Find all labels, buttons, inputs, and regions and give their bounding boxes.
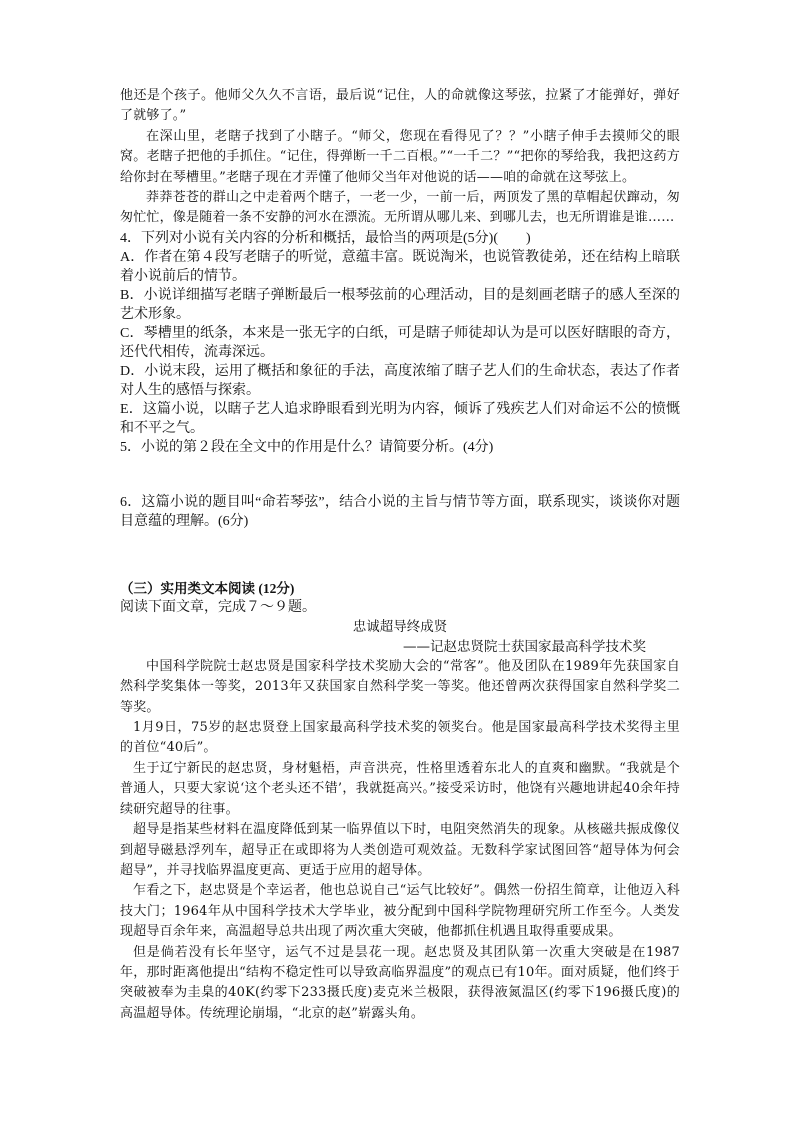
option-b: B．小说详细描写老瞎子弹断最后一根琴弦前的心理活动，目的是刻画老瞎子的感人至深的艺术形象。	[120, 287, 680, 322]
question-4: 4．下列对小说有关内容的分析和概括，最恰当的两项是(5分)( )	[120, 230, 531, 246]
option-c: C．琴槽里的纸条，本来是一张无字的白纸，可是瞎子师徒却认为是可以医好瞎眼的奇方，还代代相传，流毒深远。	[120, 325, 680, 360]
article-title: 忠诚超导终成贤	[352, 618, 448, 635]
exam-page	[120, 86, 680, 1024]
article-paragraph: 1月9日，75岁的赵忠贤登上国家最高科学技术奖的领奖台。他是国家最高科学技术奖得主里的首位“40后”。	[120, 720, 680, 756]
question-6: 6．这篇小说的题目叫“命若琴弦”，结合小说的主旨与情节等方面，联系现实，谈谈你对题目意蕴的理解。(6分)	[120, 494, 680, 529]
article-paragraph: 但是倘若没有长年坚守，运气不过是昙花一现。赵忠贤及其团队第一次重大突破是在1987年，那时距离他提出“结构不稳定性可以导致高临界温度”的观点已有10年。面对质疑，他们终于突破被奉为圭臬的40K(约零下233摄氏度)麦克米兰极限，获得液氮温区(约零下196摄氏度)的高温超导体。传统理论崩塌，“北京的赵”崭露头角。	[120, 944, 680, 1021]
question-5: 5．小说的第２段在全文中的作用是什么？请简要分析。(4分)	[120, 439, 494, 455]
story-paragraph: 他还是个孩子。他师父久久不言语，最后说“记住，人的命就像这琴弦，拉紧了才能弹好，弹好了就够了。”	[120, 88, 680, 124]
option-a: A．作者在第４段写老瞎子的听觉，意蕴丰富。既说淘米，也说管教徒弟，还在结构上暗联着小说前后的情节。	[120, 249, 680, 284]
answer-space	[120, 531, 680, 579]
section-instruction: 阅读下面文章，完成７～９题。	[120, 599, 316, 615]
option-d: D．小说末段，运用了概括和象征的手法，高度浓缩了瞎子艺人们的生命状态，表达了作者对人生的感悟与探索。	[120, 363, 680, 398]
article-paragraph: 生于辽宁新民的赵忠贤，身材魁梧，声音洪亮，性格里透着东北人的直爽和幽默。“我就是个普通人，只要大家说‘这个老头还不错’，我就挺高兴。”接受采访时，他饶有兴趣地讲起40余年持续研究超导的往事。	[120, 760, 680, 817]
section-heading: （三）实用类文本阅读 (12分)	[120, 580, 295, 596]
option-e: E．这篇小说，以瞎子艺人追求睁眼看到光明为内容，倾诉了残疾艺人们对命运不公的愤慨和不平之气。	[120, 401, 680, 436]
answer-space	[120, 457, 680, 493]
story-paragraph: 莽莽苍苍的群山之中走着两个瞎子，一老一少，一前一后，两顶发了黑的草帽起伏蹿动，匆匆忙忙，像是随着一条不安静的河水在漂流。无所谓从哪儿来、到哪儿去，也无所谓谁是谁……	[120, 190, 680, 226]
article-subtitle: ——记赵忠贤院士获国家最高科学技术奖	[403, 638, 646, 655]
article-paragraph: 超导是指某些材料在温度降低到某一临界值以下时，电阻突然消失的现象。从核磁共振成像仪到超导磁悬浮列车，超导正在或即将为人类创造可观效益。无数科学家试图回答“超导体为何会超导”，并寻找临界温度更高、更适于应用的超导体。	[120, 822, 680, 878]
article-paragraph: 乍看之下，赵忠贤是个幸运者，他也总说自己“运气比较好”。偶然一份招生简章，让他迈入科技大门；1964年从中国科学技术大学毕业，被分配到中国科学院物理研究所工作至今。人类发现超导百余年来，高温超导总共出现了两次重大突破，他都抓住机遇且取得重要成果。	[120, 883, 680, 940]
article-paragraph: 中国科学院院士赵忠贤是国家科学技术奖励大会的“常客”。他及团队在1989年先获国家自然科学奖集体一等奖，2013年又获国家自然科学奖一等奖。他还曾两次获得国家自然科学奖二等奖。	[120, 658, 680, 715]
story-paragraph: 在深山里，老瞎子找到了小瞎子。“师父，您现在看得见了？？”小瞎子伸手去摸师父的眼窝。老瞎子把他的手抓住。“记住，得弹断一千二百根。”“一千二？”“把你的琴给我，我把这药方给你封在琴槽里。”老瞎子现在才弄懂了他师父当年对他说的话——咱的命就在这琴弦上。	[120, 128, 680, 185]
